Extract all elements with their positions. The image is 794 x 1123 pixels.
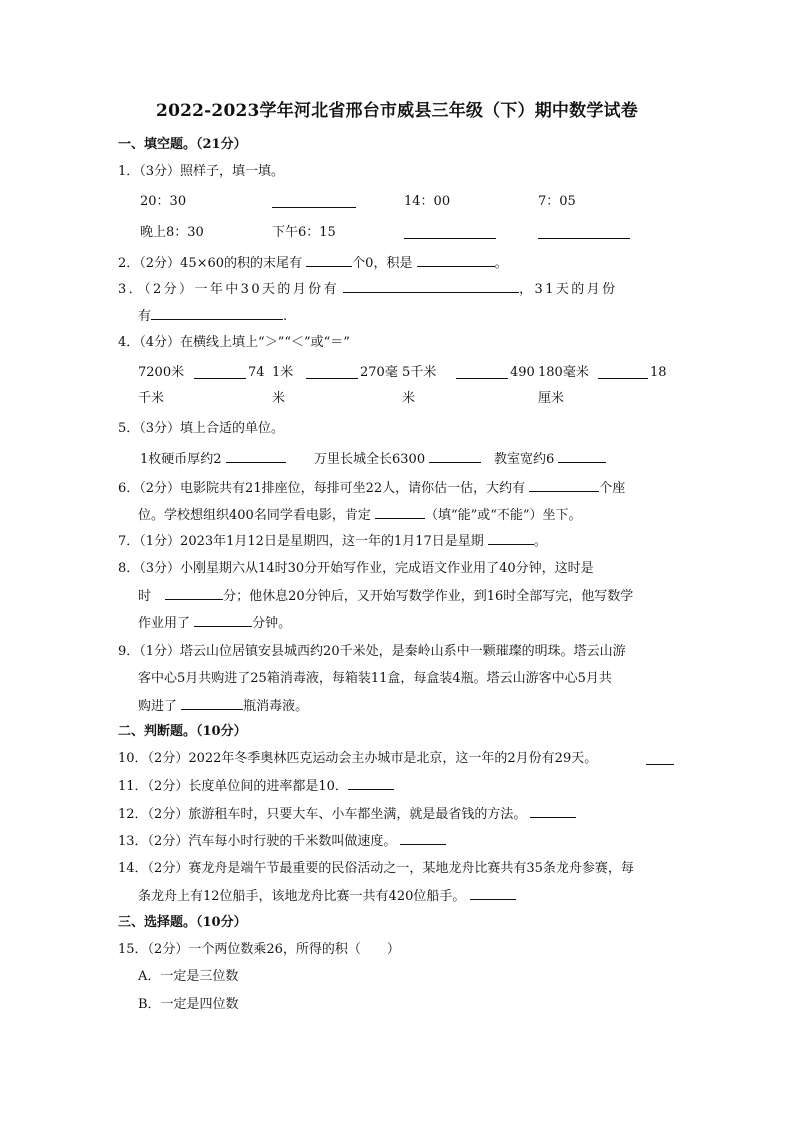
question-3-cont bbox=[138, 307, 287, 326]
question-text: 3．（2分）一年中30天的月份有 bbox=[118, 282, 339, 297]
question-text: 分；他休息20分钟后，又开始写数学作业，到16时全部写完，他写数学 bbox=[223, 589, 634, 604]
question-14-cont bbox=[138, 887, 516, 906]
question-text: ，31天的月份 bbox=[519, 282, 618, 297]
question-text: 有 bbox=[138, 309, 152, 324]
section-heading-multiple-choice: 三、选择题。（10分） bbox=[118, 915, 247, 930]
question-11 bbox=[118, 777, 394, 796]
answer-blank[interactable] bbox=[646, 764, 674, 765]
question-9: 9．（1分）塔云山位居镇安县城西约20千米处，是秦岭山系中一颗璀璨的明珠。塔云山游 bbox=[118, 644, 626, 659]
answer-blank[interactable] bbox=[343, 280, 519, 293]
question-text: （填“能”或“不能”）坐下。 bbox=[424, 508, 582, 523]
question-8-cont bbox=[138, 587, 633, 606]
q4-item: 490 bbox=[510, 365, 535, 380]
answer-blank[interactable] bbox=[400, 832, 446, 845]
question-7 bbox=[118, 532, 547, 551]
question-text: 瓶消毒液。 bbox=[243, 699, 309, 714]
answer-blank[interactable] bbox=[194, 614, 252, 627]
q4-item: 18 bbox=[650, 365, 667, 380]
q4-unit: 千米 bbox=[138, 391, 165, 406]
question-2 bbox=[118, 254, 508, 273]
question-10: 10．（2分）2022年冬季奥林匹克运动会主办城市是北京，这一年的2月份有29天。 bbox=[118, 751, 598, 766]
question-text: 。 bbox=[494, 256, 508, 271]
answer-blank[interactable] bbox=[529, 479, 599, 492]
question-9-cont bbox=[138, 697, 308, 716]
answer-blank[interactable] bbox=[488, 532, 534, 545]
question-14: 14．（2分）赛龙舟是端午节最重要的民俗活动之一，某地龙舟比赛共有35条龙舟参赛，每 bbox=[118, 861, 634, 876]
question-6 bbox=[118, 479, 625, 498]
question-text: 13．（2分）汽车每小时行驶的千米数叫做速度。 bbox=[118, 834, 397, 849]
q4-unit: 厘米 bbox=[538, 391, 565, 406]
q1-example-time: 晚上8：30 bbox=[140, 225, 204, 240]
answer-blank[interactable] bbox=[194, 378, 246, 379]
answer-blank[interactable] bbox=[375, 506, 425, 519]
question-9-cont: 客中心5月共购进了25箱消毒液，每箱装11盒，每盒装4瓶。塔云山游客中心5月共 bbox=[138, 671, 612, 686]
q1-time: 7：05 bbox=[538, 194, 576, 209]
q1-blank[interactable] bbox=[404, 238, 496, 239]
question-text: 1枚硬币厚约2 bbox=[140, 452, 222, 467]
question-text: 个0，积是 bbox=[352, 256, 413, 271]
q4-item: 270毫 bbox=[360, 365, 398, 380]
question-8: 8．（3分）小刚星期六从14时30分开始写作业，完成语文作业用了40分钟，这时是 bbox=[118, 561, 594, 576]
question-text: 教室宽约6 bbox=[494, 452, 555, 467]
q4-item: 180毫米 bbox=[538, 365, 589, 380]
question-text: 6．（2分）电影院共有21排座位，每排可坐22人，请你估一估，大约有 bbox=[118, 481, 526, 496]
answer-blank[interactable] bbox=[530, 805, 576, 818]
q4-item: 74 bbox=[248, 365, 265, 380]
question-text: 万里长城全长6300 bbox=[314, 452, 426, 467]
q1-example-time: 20：30 bbox=[140, 194, 187, 209]
question-text: 7．（1分）2023年1月12日是星期四，这一年的1月17日是星期 bbox=[118, 534, 484, 549]
option-a[interactable]: A．一定是三位数 bbox=[138, 969, 239, 984]
question-3 bbox=[118, 280, 617, 299]
question-text: . bbox=[283, 309, 288, 324]
q1-blank[interactable] bbox=[538, 238, 630, 239]
section-heading-fill-blank: 一、填空题。（21分） bbox=[118, 137, 247, 152]
answer-blank[interactable] bbox=[348, 777, 394, 790]
q5-item bbox=[140, 450, 286, 469]
question-text: 作业用了 bbox=[138, 616, 191, 631]
answer-blank[interactable] bbox=[306, 378, 358, 379]
answer-blank[interactable] bbox=[429, 450, 481, 463]
question-text: 11．（2分）长度单位间的进率都是10． bbox=[118, 779, 348, 794]
question-13 bbox=[118, 832, 446, 851]
q1-blank[interactable] bbox=[272, 207, 356, 208]
question-text: 个座 bbox=[599, 481, 626, 496]
q4-unit: 米 bbox=[272, 391, 286, 406]
question-6-cont bbox=[138, 506, 582, 525]
q5-item bbox=[314, 450, 481, 469]
question-text: 购进了 bbox=[138, 699, 178, 714]
answer-blank[interactable] bbox=[306, 254, 352, 267]
answer-blank[interactable] bbox=[470, 887, 516, 900]
answer-blank[interactable] bbox=[558, 450, 606, 463]
question-8-cont bbox=[138, 614, 291, 633]
question-1: 1．（3分）照样子，填一填。 bbox=[118, 164, 285, 179]
option-b[interactable]: B．一定是四位数 bbox=[138, 997, 239, 1012]
q4-unit: 米 bbox=[402, 391, 416, 406]
question-text: 分钟。 bbox=[252, 616, 292, 631]
question-4: 4．（4分）在横线上填上“＞”“＜”或“＝” bbox=[118, 335, 350, 350]
question-12 bbox=[118, 805, 576, 824]
answer-blank[interactable] bbox=[151, 307, 283, 320]
answer-blank[interactable] bbox=[165, 587, 223, 600]
page-title: 2022-2023学年河北省邢台市威县三年级（下）期中数学试卷 bbox=[156, 101, 638, 121]
question-text: 位。学校想组织400名同学看电影，肯定 bbox=[138, 508, 371, 523]
answer-blank[interactable] bbox=[598, 378, 648, 379]
section-heading-true-false: 二、判断题。（10分） bbox=[118, 724, 247, 739]
question-text: 12．（2分）旅游租车时，只要大车、小车都坐满，就是最省钱的方法。 bbox=[118, 807, 527, 822]
answer-blank[interactable] bbox=[181, 697, 243, 710]
q5-item bbox=[494, 450, 606, 469]
question-text: 条龙舟上有12位船手，该地龙舟比赛一共有420位船手。 bbox=[138, 889, 466, 904]
question-text: 2．（2分）45×60的积的末尾有 bbox=[118, 256, 303, 271]
question-text: 。 bbox=[533, 534, 547, 549]
q1-time: 下午6：15 bbox=[272, 225, 336, 240]
q4-item: 1米 bbox=[272, 365, 294, 380]
answer-blank[interactable] bbox=[456, 378, 508, 379]
answer-blank[interactable] bbox=[226, 450, 286, 463]
q4-item: 7200米 bbox=[138, 365, 185, 380]
answer-blank[interactable] bbox=[417, 254, 495, 267]
question-15: 15．（2分）一个两位数乘26，所得的积（ ） bbox=[118, 942, 400, 957]
q4-item: 5千米 bbox=[402, 365, 437, 380]
question-text: 时 bbox=[138, 589, 152, 604]
q1-time: 14：00 bbox=[404, 194, 451, 209]
question-5: 5．（3分）填上合适的单位。 bbox=[118, 421, 285, 436]
